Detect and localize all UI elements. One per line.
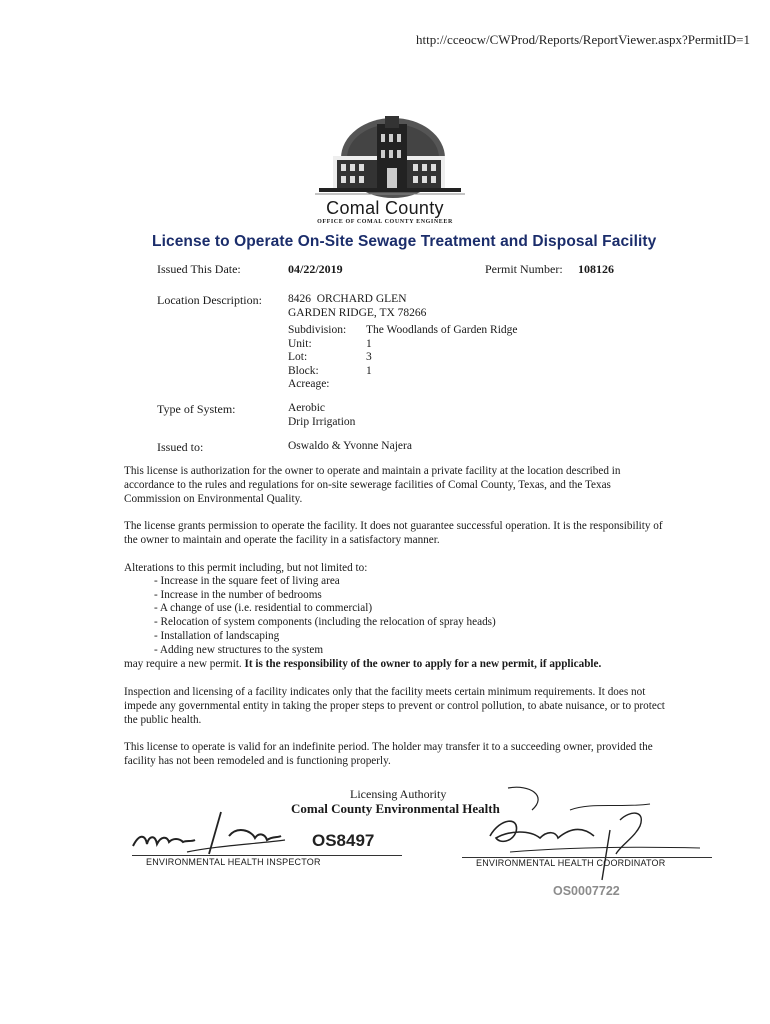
issued-date-value: 04/22/2019 — [288, 262, 343, 276]
paragraph-text: This license is authorization for the owner to operate and maintain a private facility at the location described in accordance to the rules and regulations for on-site sewerage facilities of Comal County, Texas, and the Texas Commission on Environmental Quality. — [124, 465, 621, 505]
courthouse-building-icon — [315, 112, 465, 200]
page-url: http://cceocw/CWProd/Reports/ReportViewer.aspx?PermitID=1 — [415, 32, 750, 47]
document-title: License to Operate On-Site Sewage Treatment and Disposal Facility — [152, 233, 657, 250]
list-item: - Increase in the square feet of living area — [154, 575, 669, 589]
coordinator-signature — [470, 780, 720, 890]
address-line-1: 8426 ORCHARD GLEN — [288, 293, 407, 305]
permit-number-value: 108126 — [578, 262, 614, 276]
detail-key: Acreage: — [288, 378, 330, 390]
detail-value: 1 — [366, 337, 372, 350]
coordinator-id: OS0007722 — [553, 884, 620, 898]
paragraph-text: The license grants permission to operate the facility. It does not guarantee successful operation. It is the responsibility of the owner to maintain and operate the facility in a satisfactory manner. — [124, 520, 663, 546]
detail-row-acreage — [288, 378, 518, 392]
location-details — [288, 324, 518, 392]
paragraph-authorization — [124, 464, 669, 506]
paragraph-inspection — [124, 685, 669, 727]
system-type-line-1: Aerobic — [288, 402, 326, 414]
alterations-intro: Alterations to this permit including, but not limited to: — [124, 562, 368, 574]
coordinator-title: ENVIRONMENTAL HEALTH COORDINATOR — [476, 858, 666, 868]
county-name: Comal County — [326, 198, 444, 218]
issued-to-value: Oswaldo & Yvonne Najera — [288, 440, 412, 452]
list-item: - Adding new structures to the system — [154, 644, 669, 658]
location-label: Location Description: — [157, 293, 262, 307]
system-type-line-2: Drip Irrigation — [288, 415, 356, 428]
list-item: - Increase in the number of bedrooms — [154, 589, 669, 603]
detail-key: Lot: — [288, 351, 308, 363]
licensing-authority-label: Licensing Authority — [350, 787, 447, 801]
office-name: OFFICE OF COMAL COUNTY ENGINEER — [317, 219, 453, 225]
detail-key: Block: — [288, 364, 319, 377]
alterations-list — [124, 575, 669, 657]
inspector-signature-line — [132, 855, 402, 856]
paragraph-alterations — [124, 561, 669, 671]
paragraph-text: Inspection and licensing of a facility indicates only that the facility meets certain minimum requirements. It does not impede any governmental entity in taking the proper steps to prevent or control pollution, to abate nuisance, or to protect the public health. — [124, 686, 665, 726]
paragraph-text: This license to operate is valid for an indefinite period. The holder may transfer it to a succeeding owner, provided the facility has not been remodeled and is functioning properly. — [124, 741, 653, 767]
issued-to-label: Issued to: — [157, 440, 204, 454]
detail-value: 3 — [366, 351, 372, 363]
detail-row-subdivision — [288, 324, 518, 338]
system-type-value — [288, 402, 355, 429]
detail-key: Subdivision: — [288, 324, 347, 336]
paragraph-validity — [124, 740, 669, 768]
inspector-title: ENVIRONMENTAL HEALTH INSPECTOR — [146, 857, 321, 867]
detail-row-block — [288, 365, 518, 379]
detail-value: 1 — [366, 364, 372, 377]
list-item: - Relocation of system components (including the relocation of spray heads) — [154, 616, 669, 630]
issued-date-label: Issued This Date: — [157, 262, 241, 276]
paragraph-permission — [124, 519, 669, 547]
inspector-id: OS8497 — [312, 831, 375, 850]
licensing-authority-name: Comal County Environmental Health — [291, 801, 500, 816]
system-type-label: Type of System: — [157, 402, 236, 416]
permit-number-label: Permit Number: — [485, 262, 563, 276]
detail-value: The Woodlands of Garden Ridge — [366, 324, 518, 336]
owner-responsibility-note: It is the responsibility of the owner to apply for a new permit, if applicable. — [244, 658, 602, 671]
location-address — [288, 293, 426, 320]
list-item: - Installation of landscaping — [154, 630, 669, 644]
detail-row-lot — [288, 351, 518, 365]
alterations-closing: may require a new permit. — [124, 658, 242, 671]
address-line-2: GARDEN RIDGE, TX 78266 — [288, 306, 427, 319]
detail-key: Unit: — [288, 337, 312, 350]
detail-row-unit — [288, 338, 518, 352]
list-item: - A change of use (i.e. residential to commercial) — [154, 602, 669, 616]
